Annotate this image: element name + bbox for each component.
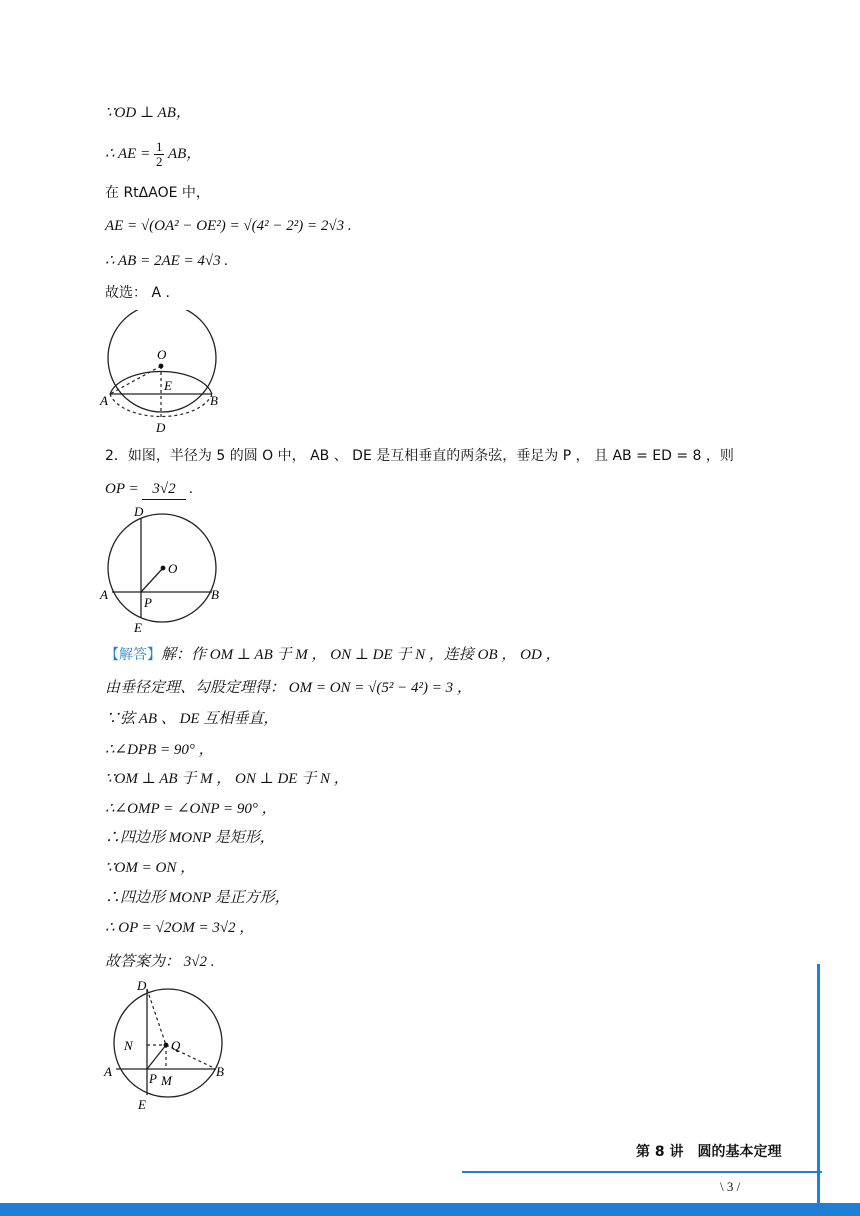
- fig1-label-e: E: [164, 378, 172, 393]
- fig3-label-d: D: [137, 978, 147, 993]
- sol2-line-3: ∵弦 AB 、 DE 互相垂直，: [105, 711, 279, 727]
- sol1-line-2-pre: ∴ AE =: [105, 145, 151, 162]
- fraction-denominator: 2: [155, 154, 163, 169]
- sol2-line-9: ∴四边形 MONP 是正方形，: [105, 890, 290, 906]
- sol1-line-6: 故选： A .: [105, 285, 170, 301]
- figure-3-circle-diagram: [98, 975, 233, 1115]
- question-2-line-1: 2．如图，半径为 5 的圆 O 中， AB 、 DE 是互相垂直的两条弦，垂足为 P ， 且 AB = ED = 8 ，则: [105, 448, 734, 464]
- fig2-label-p: P: [144, 595, 152, 610]
- question-2-op: OP =: [105, 481, 143, 497]
- question-2-end: .: [185, 481, 194, 497]
- fig2-segment-op: [141, 568, 163, 592]
- sol1-line-5: ∴ AB = 2AE = 4√3 .: [105, 253, 229, 269]
- footer-bottom-bar: [0, 1203, 860, 1216]
- sol2-line-4: ∴∠DPB = 90° ，: [105, 742, 214, 758]
- sol1-line-4: AE = √(OA² − OE²) = √(4² − 2²) = 2√3 .: [105, 218, 352, 234]
- fig3-label-q: Q: [171, 1038, 181, 1053]
- footer-chapter-title: 第 8 讲 圆的基本定理: [636, 1144, 782, 1160]
- sol2-line-1: [105, 645, 561, 665]
- footer-horizontal-rule: [462, 1171, 822, 1173]
- footer-vertical-rule: [817, 964, 820, 1204]
- fig2-label-e: E: [134, 620, 142, 635]
- question-2-line-2: [105, 479, 193, 500]
- fig3-label-a: A: [104, 1064, 112, 1079]
- fig1-label-d: D: [156, 420, 166, 435]
- fig3-label-b: B: [216, 1064, 224, 1079]
- question-2-answer: 3√2: [142, 479, 185, 500]
- figure-1-circle-diagram: [98, 310, 228, 440]
- fig2-point-o: [161, 566, 166, 571]
- fig2-label-b: B: [211, 587, 219, 602]
- sol2-line-8: ∵OM = ON ，: [105, 860, 196, 876]
- sol2-line-1-text: 解：作 OM ⊥ AB 于 M ， ON ⊥ DE 于 N ，连接 OB ， OD ，: [161, 647, 561, 663]
- sol2-line-5: ∵OM ⊥ AB 于 M ， ON ⊥ DE 于 N ，: [105, 771, 349, 787]
- fig3-point-o: [164, 1043, 169, 1048]
- fig1-point-o: [159, 364, 164, 369]
- footer-page-number: \ 3 /: [720, 1179, 741, 1194]
- sol2-line-11: 故答案为： 3√2 .: [105, 954, 215, 970]
- fig1-label-o: O: [157, 347, 167, 362]
- fig3-segment-od: [147, 989, 166, 1045]
- fig2-label-o: O: [168, 561, 178, 576]
- fraction-numerator: 1: [155, 139, 163, 154]
- sol1-line-2: [105, 140, 201, 169]
- fig3-label-e: E: [138, 1097, 146, 1112]
- sol1-line-2-post: AB，: [167, 145, 202, 162]
- answer-tag: 【解答】: [105, 647, 161, 663]
- fraction-one-half: [154, 140, 165, 169]
- sol2-line-7: ∴四边形 MONP 是矩形，: [105, 830, 275, 846]
- sol2-line-6: ∴∠OMP = ∠ONP = 90° ，: [105, 801, 277, 817]
- fig2-label-a: A: [100, 587, 108, 602]
- fig3-label-m: M: [161, 1073, 172, 1088]
- fig3-segment-op: [147, 1045, 166, 1069]
- fig1-line-oa: [110, 366, 161, 394]
- sol2-line-2: 由垂径定理、勾股定理得： OM = ON = √(5² − 4²) = 3 ，: [105, 680, 472, 696]
- fig3-label-p: P: [149, 1071, 157, 1086]
- sol1-line-3: 在 RtΔAOE 中，: [105, 185, 210, 201]
- fig2-label-d: D: [134, 504, 144, 519]
- sol1-line-1: ∵OD ⊥ AB，: [105, 105, 191, 121]
- fig3-label-n: N: [124, 1038, 133, 1053]
- sol2-line-10: ∴ OP = √2OM = 3√2 ，: [105, 920, 255, 936]
- fig1-label-b: B: [210, 393, 218, 408]
- fig1-label-a: A: [100, 393, 108, 408]
- figure-2-circle-diagram: [98, 500, 228, 640]
